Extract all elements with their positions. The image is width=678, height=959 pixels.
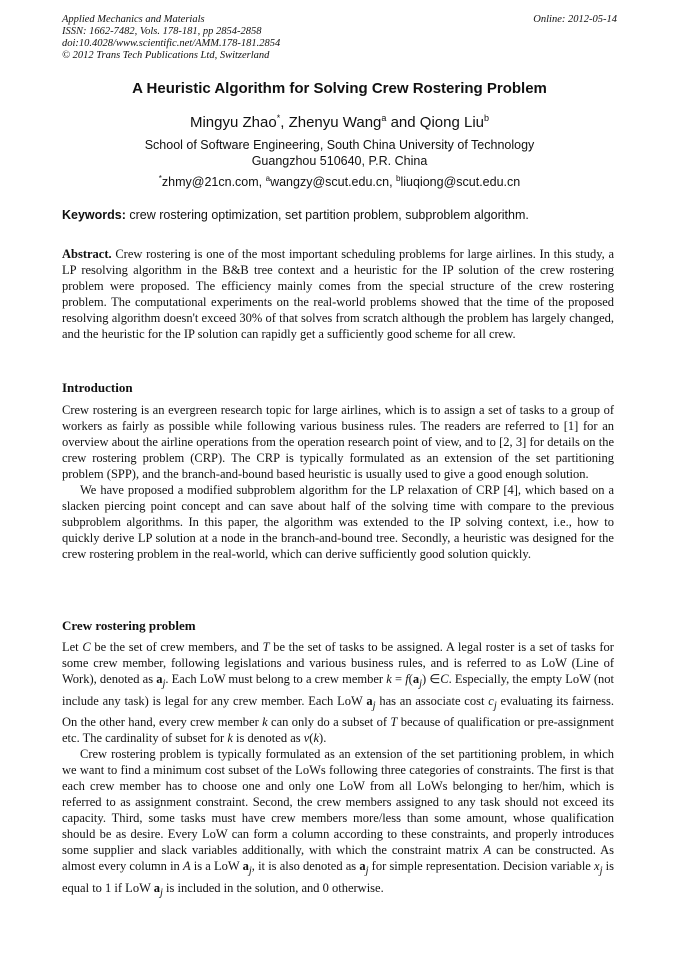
journal-name: Applied Mechanics and Materials (62, 14, 205, 25)
intro-paragraph-1: Crew rostering is an evergreen research topic for large airlines, which is to assign a set of tasks to a group of workers as fairly as possible while following various business rules. The readers are referred to [1] for an overview about the airline operations from the operation research point of view, and to [2, 3] for details on the crew rostering problem (CRP). The CRP is typically formulated as an extension of the set partitioning problem (SPP), and the branch-and-bound based heuristic is usually used to give a good enough solution. (62, 403, 614, 481)
intro-paragraph-2: We have proposed a modified subproblem algorithm for the LP relaxation of CRP [4], which based on a slacken piercing point concept and can save about half of the solving time with compare to the previous subproblem algorithms. In this paper, the algorithm was extended to the IP solving context, i.e., how to quickly derive LP solution at a node in the branch-and-bound tree. Secondly, a heuristic was designed for the crew rostering problem in the real-world, which can derive sufficiently good solution quickly. (62, 483, 614, 561)
section-title-crew-rostering: Crew rostering problem (62, 618, 196, 633)
copyright: © 2012 Trans Tech Publications Ltd, Switzerland (62, 50, 270, 61)
author-1: Mingyu Zhao (189, 114, 277, 131)
email-mark-2: a (265, 174, 271, 183)
author-separator: , (280, 114, 289, 131)
email-2: wangzy@scut.edu.cn, (270, 175, 397, 190)
affiliation-line-2: Guangzhou 510640, P.R. China (251, 154, 428, 168)
abstract-text: Crew rostering is one of the most important scheduling problems for large airlines. In this study, a LP resolving algorithm in the B&B tree context and a heuristic for the IP solution of the crew rostering problem were proposed. The efficiency mainly comes from the special structure of the crew rostering problem. The computational experiments on the real-world problems showed that the time of the proposed resolving algorithm doesn't exceed 30% of that solves from scratch although the problem has largely changed, and the heuristic for the IP solution can rapidly get a sufficiently good scheme for all crew. (62, 247, 614, 341)
doi: doi:10.4028/www.scientific.net/AMM.178-181.2854 (62, 38, 281, 49)
introduction-body (62, 402, 614, 562)
affiliation-line-1: School of Software Engineering, South China University of Technology (144, 138, 535, 152)
author-2: Zhenyu Wang (288, 114, 382, 131)
section-title-introduction: Introduction (62, 380, 133, 395)
abstract-label: Abstract. (62, 247, 112, 261)
paper-title: A Heuristic Algorithm for Solving Crew Rostering Problem (132, 80, 547, 97)
abstract (62, 246, 614, 342)
keywords-text: crew rostering optimization, set partition problem, subproblem algorithm. (125, 208, 529, 222)
author-and: and (386, 114, 420, 131)
authors (62, 113, 617, 131)
online-date: Online: 2012-05-14 (533, 14, 617, 25)
author-3: Qiong Liu (419, 114, 484, 131)
email-3: liuqiong@scut.edu.cn (400, 175, 521, 190)
email-mark-1: * (158, 174, 162, 183)
author-1-mark: * (276, 113, 281, 123)
email-mark-3: b (396, 174, 401, 183)
crew-paragraph-1: Let C be the set of crew members, and T be the set of tasks to be assigned. A legal roster is a set of tasks for some crew member, following legislations and various business rules, and is referred to as LoW (Line of Work), denoted as $a_j$. Each LoW must belong to a crew member $k = f(a_j)$ ∈C. Especially, the empty LoW (not include any task) is legal for any crew member. Each LoW $a_j$ has an associate cost $c_j$ evaluating its fairness. On the other hand, every crew member k can only do a subset of T because of qualification or pre-assignment etc. The cardinality of subset for k is denoted as v(k). (62, 640, 615, 745)
author-emails (62, 174, 617, 189)
affiliation (62, 137, 617, 169)
keywords (62, 208, 617, 222)
crew-paragraph-2: Crew rostering problem is typically formulated as an extension of the set partitioning problem, in which we want to find a minimum cost subset of the LoWs following three categories of constraints. The first is that each crew member has to choose one and only one LoW from all LoWs belonging to her/him, which is referred to as assignment constraint. Second, the crew members assigned to any task should not exceed its capacity. Third, some tasks must have crew members more/less than some amount, whose qualification should be as desire. Every LoW can form a column according to these constraints, and properly introduces some supplier and slack variables additionally, with which the constraint matrix A can be constructed. As almost every column in A is a LoW $a_j$, it is also denoted as $a_j$ for simple representation. Decision variable $x_j$ is equal to 1 if LoW $a_j$ is included in the solution, and 0 otherwise. (62, 747, 614, 898)
author-3-mark: b (484, 113, 490, 123)
issn: ISSN: 1662-7482, Vols. 178-181, pp 2854-2858 (62, 26, 262, 37)
author-2-mark: a (381, 113, 387, 123)
email-1: zhmy@21cn.com, (161, 175, 266, 190)
journal-header (62, 14, 617, 62)
crew-rostering-body (62, 639, 614, 901)
keywords-label: Keywords: (62, 208, 126, 222)
